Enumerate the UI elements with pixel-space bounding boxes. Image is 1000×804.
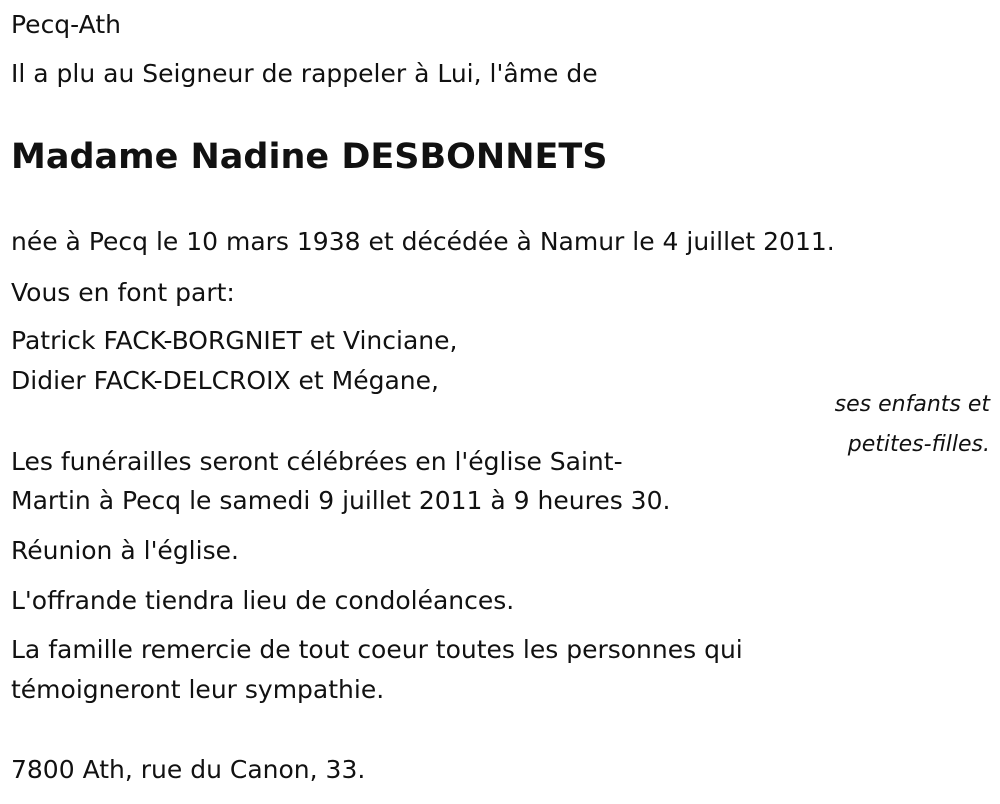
offering-note: L'offrande tiendra lieu de condoléances. — [11, 586, 515, 615]
family-relation: ses enfants et — [834, 392, 990, 417]
family-member: Didier FACK-DELCROIX et Mégane, — [11, 366, 439, 395]
family-address: 7800 Ath, rue du Canon, 33. — [11, 755, 366, 784]
thanks-text: La famille remercie de tout coeur toutes les personnes qui — [11, 635, 743, 664]
thanks-text: témoigneront leur sympathie. — [11, 675, 385, 704]
funeral-details: Les funérailles seront célébrées en l'église Saint- — [11, 447, 623, 476]
location-heading: Pecq-Ath — [11, 10, 121, 39]
meeting-note: Réunion à l'église. — [11, 536, 239, 565]
funeral-details: Martin à Pecq le samedi 9 juillet 2011 à 9 heures 30. — [11, 486, 671, 515]
announcement-lead: Vous en font part: — [11, 278, 235, 307]
deceased-name: Madame Nadine DESBONNETS — [11, 137, 608, 177]
birth-death-dates: née à Pecq le 10 mars 1938 et décédée à Namur le 4 juillet 2011. — [11, 227, 835, 256]
intro-text: Il a plu au Seigneur de rappeler à Lui, l'âme de — [11, 59, 598, 88]
family-relation: petites-filles. — [847, 432, 990, 457]
family-member: Patrick FACK-BORGNIET et Vinciane, — [11, 326, 458, 355]
